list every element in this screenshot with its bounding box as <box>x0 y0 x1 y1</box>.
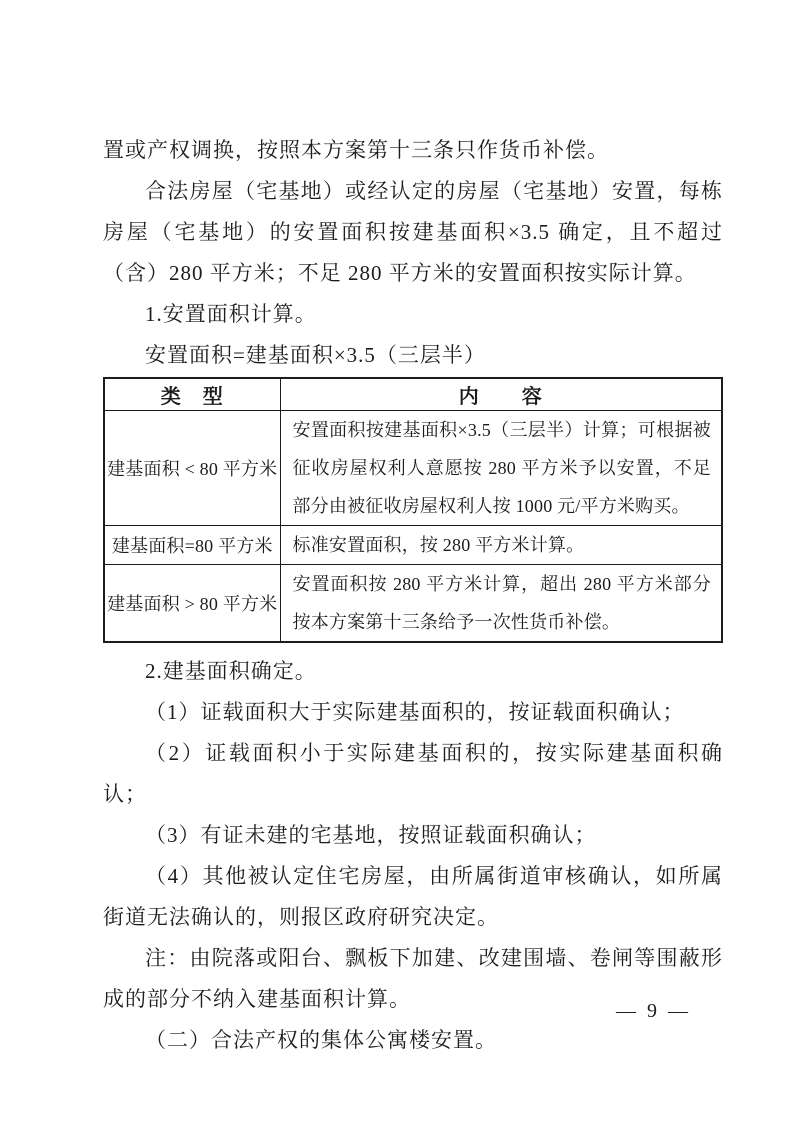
item-1-certified-greater: （1）证载面积大于实际建基面积的，按证载面积确认； <box>145 699 685 724</box>
cell-content-eq-80: 标准安置面积，按 280 平方米计算。 <box>280 525 722 564</box>
table-row <box>104 525 722 564</box>
cell-type-eq-80: 建基面积=80 平方米 <box>104 525 280 564</box>
item-4-other-residential: （4）其他被认定住宅房屋，由所属街道审核确认，如所属街道无法确认的，则报区政府研究决定。 <box>103 863 723 929</box>
cell-type-gt-80: 建基面积 > 80 平方米 <box>104 564 280 642</box>
resettlement-area-table <box>103 377 723 643</box>
header-cell-type: 类 型 <box>104 378 280 410</box>
formula-resettlement-area: 安置面积=建基面积×3.5（三层半） <box>145 343 486 367</box>
heading-section-2-apartment: （二）合法产权的集体公寓楼安置。 <box>145 1027 497 1052</box>
header-cell-content: 内 容 <box>280 378 722 410</box>
item-2-certified-smaller: （2）证载面积小于实际建基面积的，按实际建基面积确认； <box>103 740 723 806</box>
cell-content-gt-80: 安置面积按 280 平方米计算，超出 280 平方米部分按本方案第十三条给予一次性货币补偿。 <box>280 564 722 642</box>
paragraph-legal-housing-resettlement: 合法房屋（宅基地）或经认定的房屋（宅基地）安置，每栋房屋（宅基地）的安置面积按建基面积×3.5 确定，且不超过（含）280 平方米；不足 280 平方米的安置面积按实际计算。 <box>103 179 723 285</box>
heading-area-calculation: 1.安置面积计算。 <box>145 302 317 326</box>
table-row <box>104 410 722 525</box>
paragraph-continuation: 置或产权调换，按照本方案第十三条只作货币补偿。 <box>103 138 609 162</box>
table-header-row <box>104 378 722 410</box>
cell-content-lt-80: 安置面积按建基面积×3.5（三层半）计算；可根据被征收房屋权利人意愿按 280 平方米予以安置，不足部分由被征收房屋权利人按 1000 元/平方米购买。 <box>280 410 722 525</box>
note-paragraph: 注：由院落或阳台、飘板下加建、改建围墙、卷闸等围蔽形成的部分不纳入建基面积计算。 <box>103 945 723 1011</box>
cell-type-lt-80: 建基面积 < 80 平方米 <box>104 410 280 525</box>
page-number: — 9 — <box>616 1000 691 1022</box>
heading-base-area-determination: 2.建基面积确定。 <box>145 658 317 683</box>
item-3-certified-unbuilt: （3）有证未建的宅基地，按照证载面积确认； <box>145 822 597 847</box>
table-row <box>104 564 722 642</box>
document-body <box>103 130 723 1061</box>
